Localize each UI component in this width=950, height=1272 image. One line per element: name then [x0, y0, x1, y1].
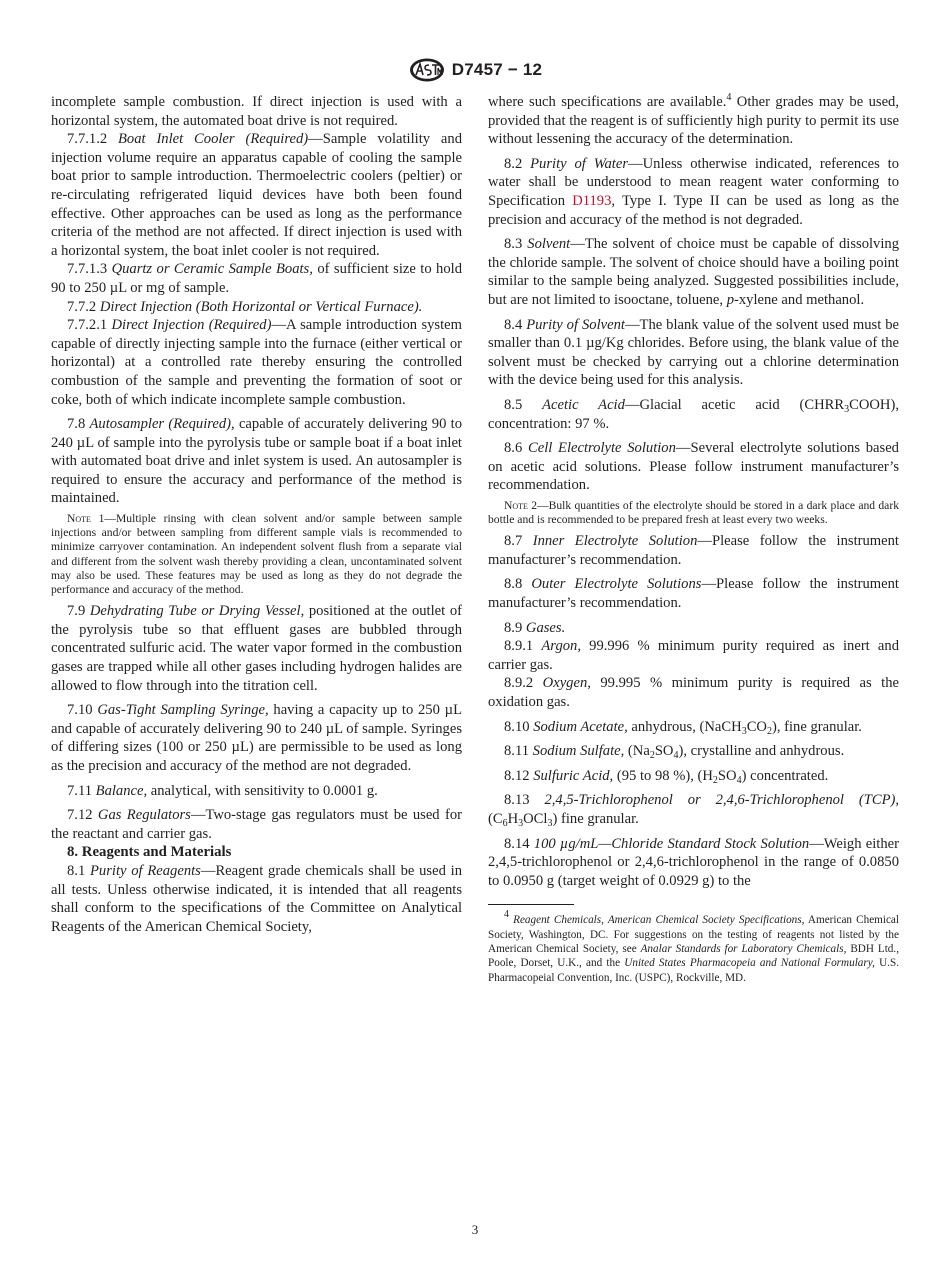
paragraph-8-6: 8.6 Cell Electrolyte Solution—Several electrolyte solutions based on acetic acid solutions. Please follow instrument manufacturer’s recommendation. — [488, 440, 899, 494]
paragraph-7-7-1-3: 7.7.1.3 Quartz or Ceramic Sample Boats, of sufficient size to hold 90 to 250 µL or mg of sample. — [51, 261, 462, 296]
paragraph-8-8: 8.8 Outer Electrolyte Solutions—Please follow the instrument manufacturer’s recommendation. — [488, 576, 899, 612]
paragraph-7-7-2: 7.7.2 Direct Injection (Both Horizontal or Vertical Furnace). — [67, 298, 423, 315]
paragraph-8-7: 8.7 Inner Electrolyte Solution—Please follow the instrument manufacturer’s recommendation. — [488, 533, 899, 568]
right-column — [488, 93, 899, 985]
page-number: 3 — [471, 1222, 479, 1237]
paragraph-8-3: 8.3 Solvent—The solvent of choice must be capable of dissolving the chloride sample. The solvent of choice should have a boiling point similar to the sample being analyzed. Suggested possibilities include, but are not limited to isooctane, toluene, p-xylene and methanol. — [488, 236, 899, 308]
note-1: Note 1—Multiple rinsing with clean solvent and/or sample between sample injections and/or between sampling from different sample vials is recommended to minimize carryover contamination. An independent solvent flush from a separate vial and different from the solvent wash thereby providing a clean, uncontaminated solvent may also be used. These features may be used as long as they do not degrade the performance and accuracy of the method. — [51, 512, 463, 597]
paragraph-8-5: 8.5 Acetic Acid—Glacial acetic acid $(CHRR_3COOH)$, concentration: 97 %. — [488, 396, 899, 432]
paragraph-7-10: 7.10 Gas-Tight Sampling Syringe, having a capacity up to 250 µL and capable of accurately delivering 90 to 240 µL of sample. Syringes of differing sizes (100 or 250 µL) are permissible to be used as long as the precision and accuracy of the method are not degraded. — [51, 702, 462, 775]
paragraph-7-7-1-2: 7.7.1.2 Boat Inlet Cooler (Required)—Sample volatility and injection volume require an apparatus capable of cooling the sample boat prior to sample introduction. Thermoelectric coolers (peltier) or re-circulating refrigerated liquid devices have both been found effective. Other approaches can be used as long as the performance criteria of the method are not affected. If direct injection is used with a horizontal system, the boat inlet cooler is not required. — [51, 131, 463, 259]
section-title-reagents: 8. Reagents and Materials — [67, 844, 232, 861]
paragraph-8-4: 8.4 Purity of Solvent—The blank value of the solvent used must be smaller than 0.1 µg/Kg chlorides. Before using, the blank value of the solvent must be checked by carrying out a chlorine determination with the device being used for this analysis. — [488, 316, 899, 389]
paragraph-8-10: 8.10 Sodium Acetate, anhydrous, $(NaCH_3CO_2)$, fine granular. — [504, 718, 862, 737]
paragraph-7-12: 7.12 Gas Regulators—Two-stage gas regulators must be used for the reactant and carrier gas. — [51, 807, 462, 842]
paragraph-8-9-2: 8.9.2 Oxygen, 99.995 % minimum purity is required as the oxidation gas. — [488, 675, 899, 711]
specification-link-d1193[interactable]: D1193 — [572, 192, 612, 209]
paragraph-continuation-right: where such specifications are available.$^4$ Other grades may be used, provided that the reagent is of sufficiently high purity to permit its use without lessening the accuracy of the determination. — [488, 92, 899, 148]
paragraph-7-11: 7.11 Balance, analytical, with sensitivity to 0.0001 g. — [67, 782, 378, 799]
paragraph-7-9: 7.9 Dehydrating Tube or Drying Vessel, positioned at the outlet of the pyrolysis tube so that effluent gases are bubbled through concentrated sulfuric acid. The water vapor formed in the combustion gases are trapped while all other gases including hydrogen halides are allowed to flow through into the titration cell. — [51, 603, 462, 694]
astm-logo-icon — [408, 57, 446, 83]
paragraph-8-2: 8.2 Purity of Water—Unless otherwise indicated, references to water shall be understood to mean reagent water conforming to Specification D1193, Type I. Type II can be used as long as the precision and accuracy of the method is not degraded. — [488, 155, 899, 228]
paragraph-7-7-2-1: 7.7.2.1 Direct Injection (Required)—A sample introduction system capable of directly injecting sample into the furnace (either vertical or horizontal) at a controlled rate thereby ensuring the controlled combustion of the sample and preventing the formation of soot or coke, both of which indicate incomplete sample combustion. — [51, 317, 462, 408]
standard-designation: D7457 − 12 — [451, 60, 543, 79]
note-2: Note 2—Bulk quantities of the electrolyte should be stored in a dark place and dark bottle and is recommended to be prepared fresh at least every two weeks. — [488, 498, 899, 527]
paragraph-8-14: 8.14 100 µg/mL—Chloride Standard Stock Solution—Weigh either 2,4,5-trichlorophenol or 2,4,6-trichlorophenol in the range of 0.0850 to 0.0950 g (target weight of 0.0929 g) to the — [488, 835, 899, 889]
paragraph-8-11: 8.11 Sodium Sulfate, $(Na_2SO_4)$, crystalline and anhydrous. — [504, 743, 845, 762]
paragraph-8-12: 8.12 Sulfuric Acid, (95 to 98 %), $(H_2SO_4)$ concentrated. — [504, 767, 829, 786]
page-header — [0, 56, 950, 84]
left-column — [51, 93, 462, 936]
paragraph-8-13: 8.13 2,4,5-Trichlorophenol or 2,4,6-Trichlorophenol (TCP), $(C_6H_3OCl_3)$ fine granular. — [488, 792, 899, 829]
paragraph-7-8: 7.8 Autosampler (Required), capable of accurately delivering 90 to 240 µL of sample into the pyrolysis tube or sample boat if a boat inlet with automated boat drive and inlet system is used. An autosampler is required to ensure the accuracy and performance of the method is maintained. — [51, 416, 462, 507]
paragraph-continuation: incomplete sample combustion. If direct injection is used with a horizontal system, the automated boat drive is not required. — [51, 94, 462, 129]
paragraph-8-9: 8.9 Gases. — [504, 619, 566, 636]
footnote-4: $^4$ Reagent Chemicals, American Chemical Society Specifications, American Chemical Society, Washington, DC. For suggestions on the testing of reagents not listed by the American Chemical Society, see Analar Standards for Laboratory Chemicals, BDH Ltd., Poole, Dorset, U.K., and the United States Pharmacopeia and National Formulary, U.S. Pharmacopeial Convention, Inc. (USPC), Rockville, MD. — [488, 909, 900, 984]
footnote-divider — [488, 904, 574, 905]
paragraph-8-1: 8.1 Purity of Reagents—Reagent grade chemicals shall be used in all tests. Unless otherwise indicated, it is intended that all reagents shall conform to the specifications of the Committee on Analytical Reagents of the American Chemical Society, — [51, 863, 462, 935]
paragraph-8-9-1: 8.9.1 Argon, 99.996 % minimum purity required as inert and carrier gas. — [488, 638, 900, 673]
